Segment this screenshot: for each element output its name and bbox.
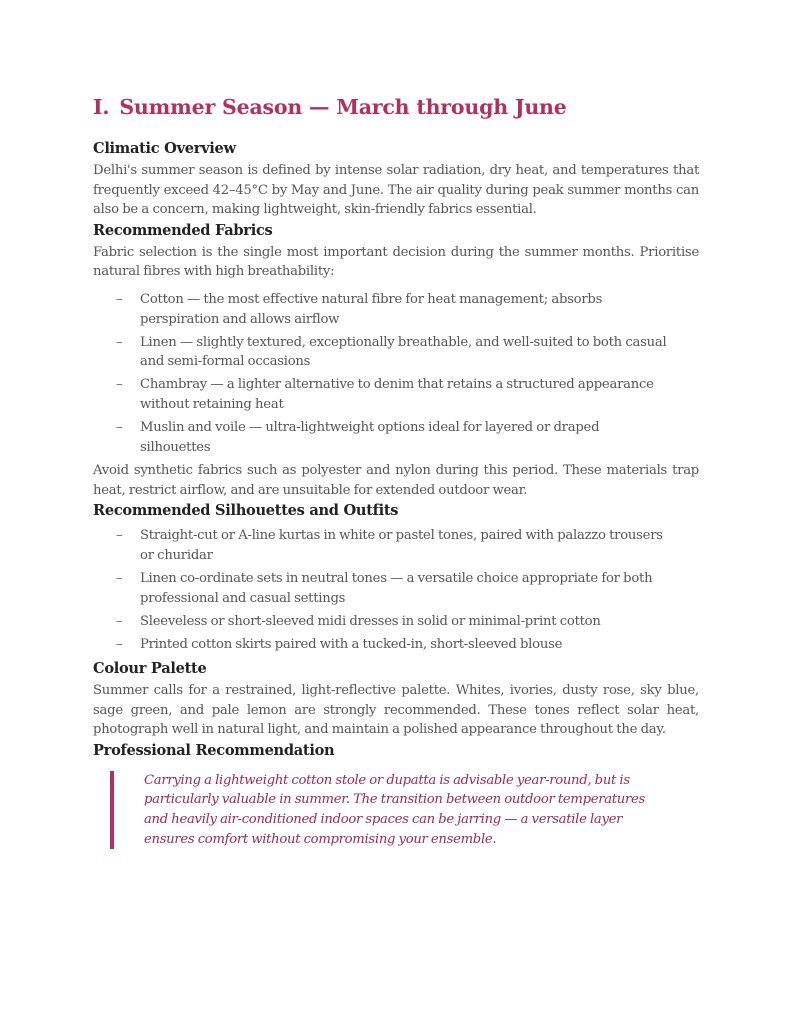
dash-bullet-icon: – (116, 613, 123, 629)
professional-recommendation-heading: Professional Recommendation (93, 741, 335, 759)
recommendation-callout (110, 771, 699, 849)
list-item (93, 612, 699, 632)
dash-bullet-icon: – (116, 571, 123, 587)
list-item-text: Straight-cut or A-line kurtas in white or pastel tones, paired with palazzo trousers or churidar (140, 528, 663, 563)
section-number: I. (93, 95, 110, 119)
list-item-text: Sleeveless or short-sleeved midi dresses in solid or minimal-print cotton (140, 613, 601, 629)
list-item-text: Muslin and voile — ultra-lightweight options ideal for layered or draped silhouettes (140, 420, 600, 455)
recommended-fabrics-section (93, 220, 699, 501)
dash-bullet-icon: – (116, 420, 123, 436)
list-item-text: Cotton — the most effective natural fibre for heat management; absorbs perspiration and allows airflow (140, 291, 603, 327)
list-item (93, 418, 699, 457)
list-item-text: Chambray — a lighter alternative to denim that retains a structured appearance without retaining heat (140, 377, 654, 412)
colour-palette-heading: Colour Palette (93, 659, 207, 677)
list-item (93, 290, 699, 329)
silhouettes-list (93, 526, 699, 654)
list-item (93, 526, 699, 565)
recommendation-quote-text: Carrying a lightweight cotton stole or dupatta is advisable year-round, but is particularly valuable in summer. The transition between outdoor temperatures and heavily air-conditioned indoor spaces can be jarring — a versatile layer ensures comfort without compromising your ensemble. (144, 772, 645, 847)
professional-recommendation-section (93, 740, 699, 849)
climatic-overview-section (93, 138, 699, 220)
fabrics-intro-paragraph: Fabric selection is the single most important decision during the summer months. Prioritise natural fibres with high breathability: (93, 244, 699, 280)
fabrics-list (93, 290, 699, 457)
silhouettes-heading: Recommended Silhouettes and Outfits (93, 502, 399, 520)
dash-bullet-icon: – (116, 334, 123, 350)
dash-bullet-icon: – (116, 636, 123, 652)
recommended-fabrics-heading: Recommended Fabrics (93, 221, 273, 239)
dash-bullet-icon: – (116, 528, 123, 544)
list-item (93, 375, 699, 414)
climatic-overview-paragraph: Delhi's summer season is defined by intense solar radiation, dry heat, and temperatures that frequently exceed 42–45°C by May and June. The air quality during peak summer months can also be a concern, making lightweight, skin-friendly fabrics essential. (93, 163, 699, 218)
list-item-text: Linen co-ordinate sets in neutral tones — a versatile choice appropriate for both professional and casual settings (140, 571, 653, 606)
climatic-overview-heading: Climatic Overview (93, 140, 236, 157)
colour-palette-paragraph: Summer calls for a restrained, light-reflective palette. Whites, ivories, dusty rose, sky blue, sage green, and pale lemon are strongly recommended. These tones reflect solar heat, photograph well in natural light, and maintain a polished appearance throughout the day. (93, 682, 699, 738)
document-page (93, 92, 699, 849)
list-item (93, 569, 699, 608)
list-item-text: Printed cotton skirts paired with a tucked-in, short-sleeved blouse (140, 636, 563, 652)
fabrics-outro-paragraph: Avoid synthetic fabrics such as polyester and nylon during this period. These materials trap heat, restrict airflow, and are unsuitable for extended outdoor wear. (93, 463, 699, 498)
section-title-text: Summer Season — March through June (119, 95, 567, 119)
dash-bullet-icon: – (116, 377, 123, 393)
list-item (93, 333, 699, 372)
section-title (93, 92, 699, 122)
list-item (93, 635, 699, 655)
silhouettes-section (93, 500, 699, 654)
list-item-text: Linen — slightly textured, exceptionally breathable, and well-suited to both casual and semi-formal occasions (140, 334, 667, 370)
dash-bullet-icon: – (116, 291, 123, 307)
colour-palette-section (93, 658, 699, 740)
